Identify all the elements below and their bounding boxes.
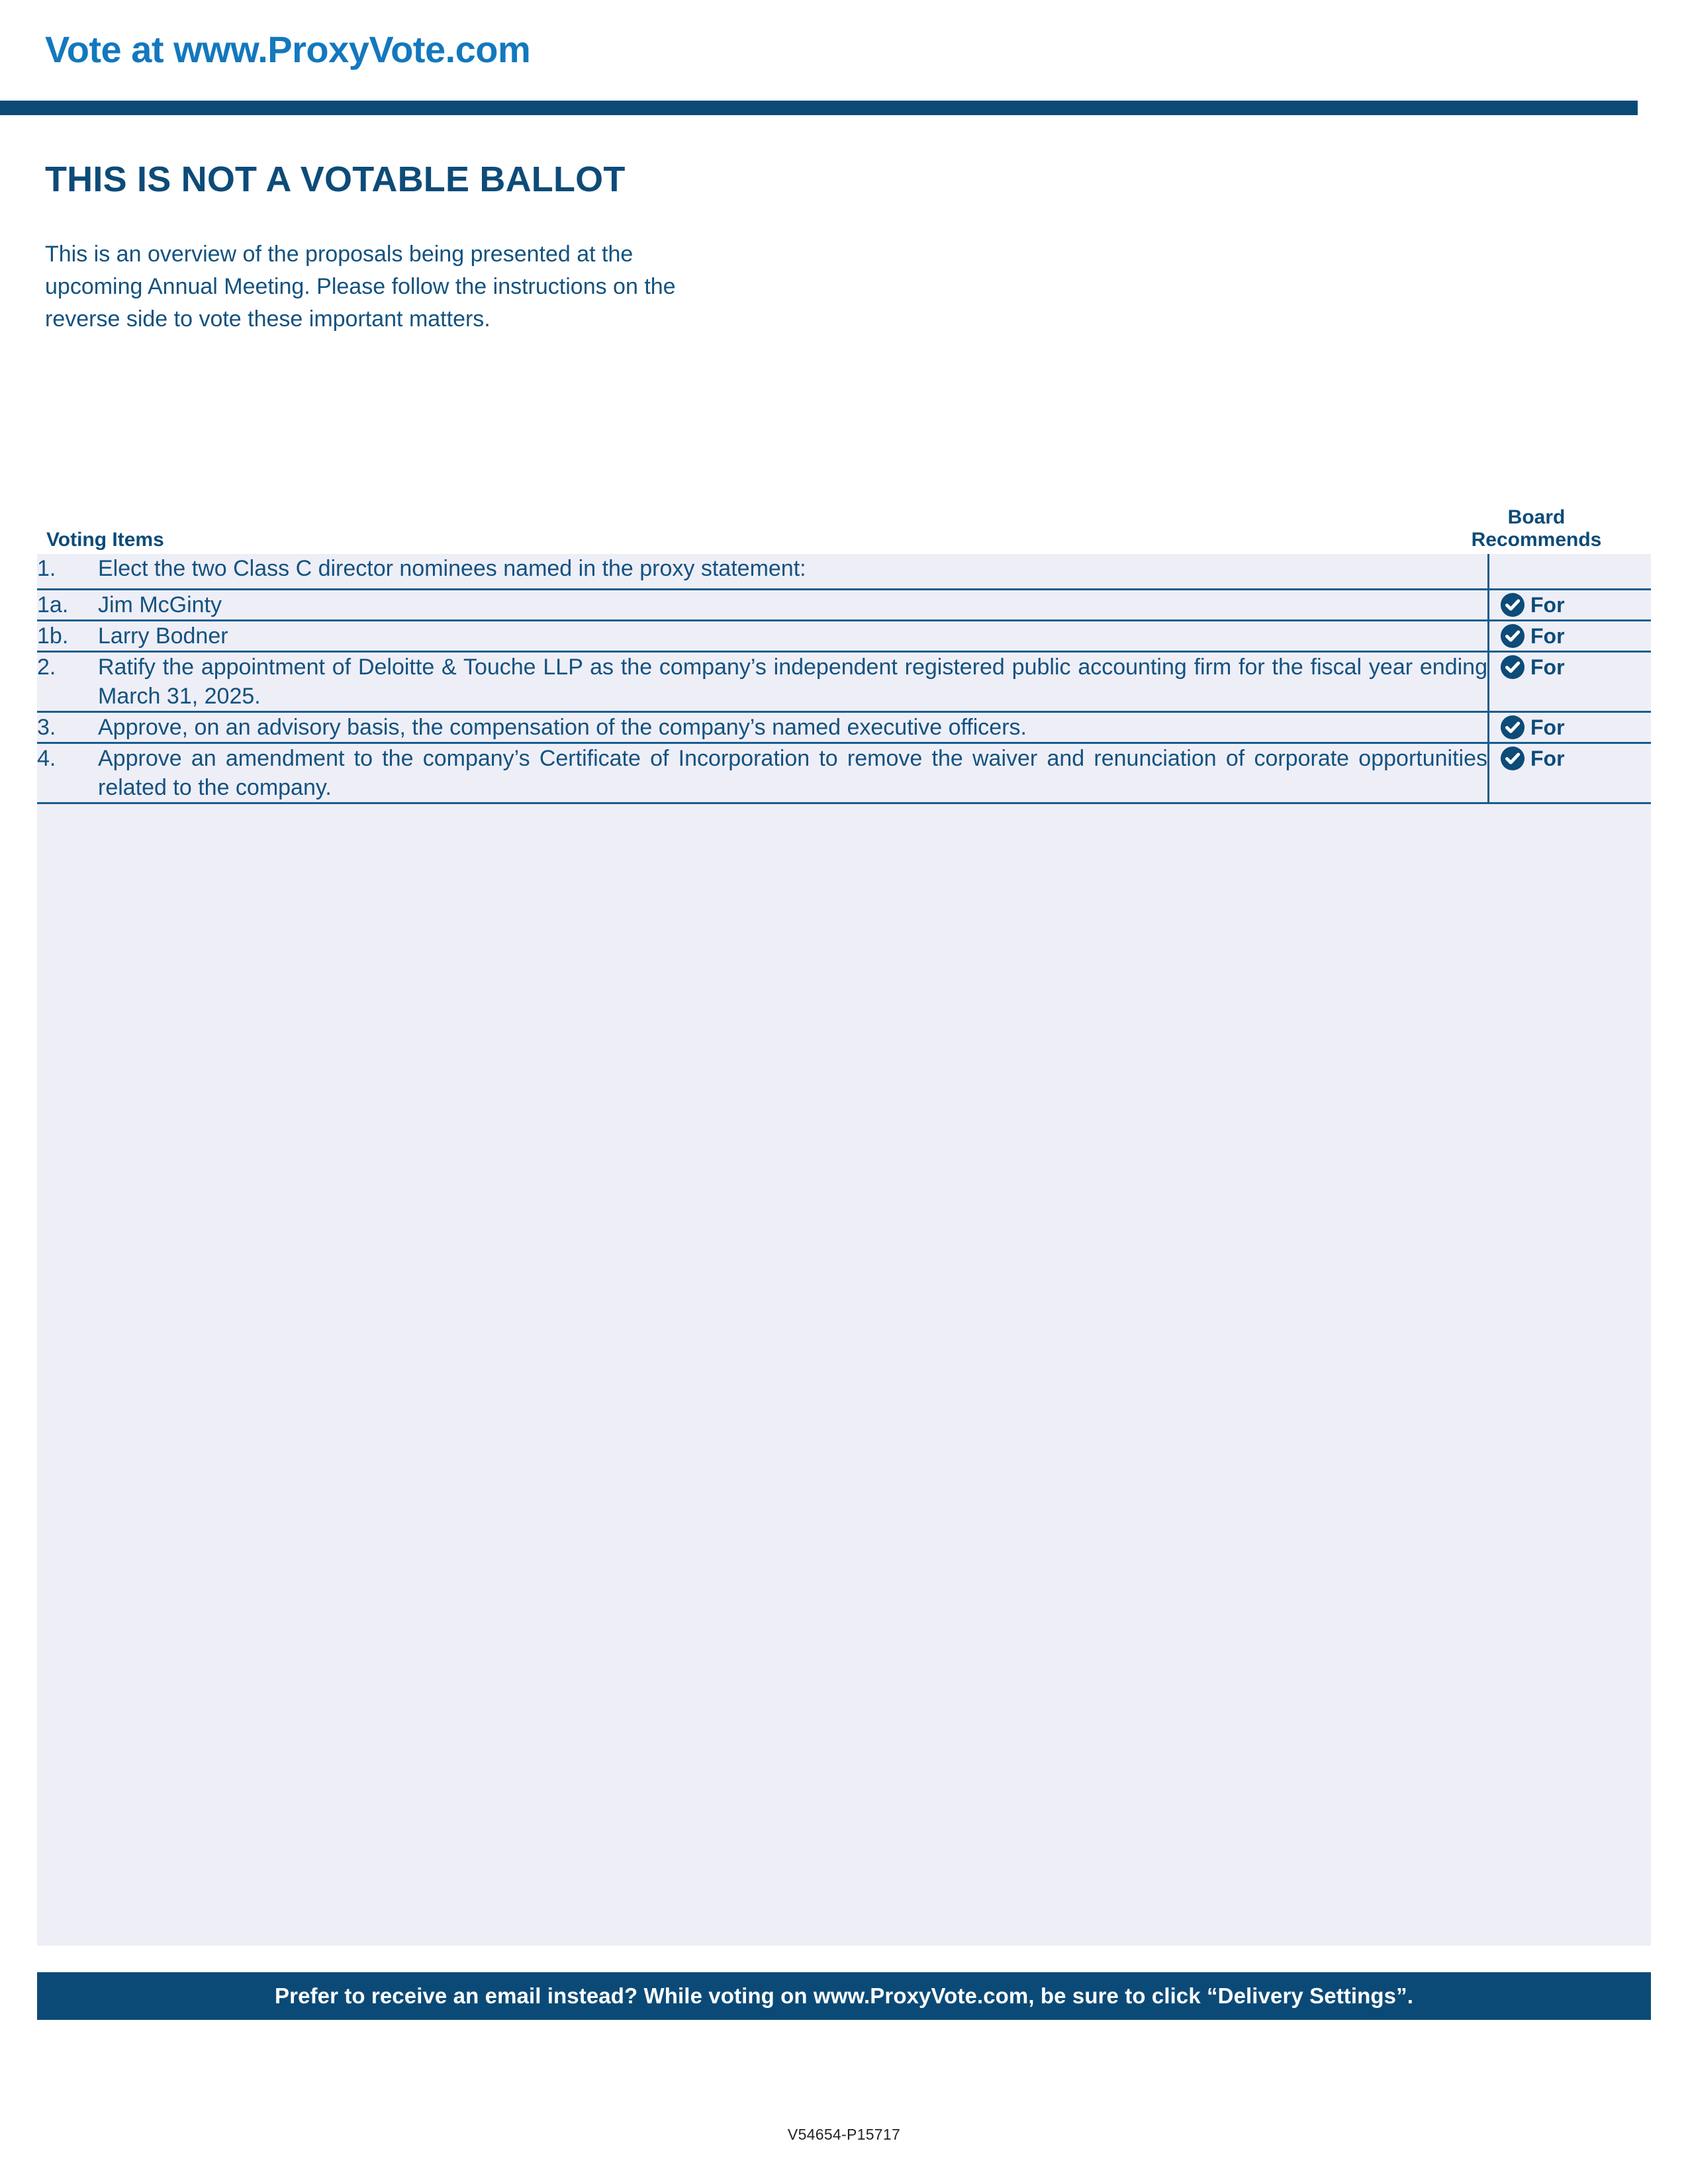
- item-number: 1b.: [37, 621, 98, 652]
- recommendation-content: [1489, 653, 1651, 682]
- recommendation-label: For: [1530, 715, 1565, 739]
- board-recommends-line-1: Board: [1507, 506, 1566, 528]
- intro-paragraph: [45, 238, 839, 336]
- board-recommendation-cell: [1489, 590, 1652, 621]
- table-row: [37, 743, 1651, 803]
- column-header-board-recommends: [1427, 506, 1646, 551]
- board-recommendation-cell: [1489, 652, 1652, 712]
- footer-message: Prefer to receive an email instead? While voting on www.ProxyVote.com, be sure to click “Delivery Settings”.: [275, 1983, 1413, 2008]
- board-recommendation-cell: [1489, 743, 1652, 803]
- item-description: Larry Bodner: [98, 621, 1489, 652]
- item-number: 2.: [37, 652, 98, 712]
- table-row: [37, 621, 1651, 652]
- column-header-voting-items: Voting Items: [46, 529, 164, 551]
- recommendation-content: [1489, 621, 1651, 651]
- masthead-divider: [0, 101, 1638, 115]
- item-description: Elect the two Class C director nominees named in the proxy statement:: [98, 554, 1489, 590]
- proxyvote-url-title: Vote at www.ProxyVote.com: [45, 28, 531, 70]
- check-circle-icon: [1500, 592, 1525, 617]
- table-row: [37, 590, 1651, 621]
- recommendation-content: [1489, 713, 1651, 742]
- board-recommends-line-2: Recommends: [1471, 529, 1602, 551]
- recommendation-label: For: [1530, 593, 1565, 617]
- board-recommendation-cell: [1489, 712, 1652, 743]
- recommendation-content: [1489, 744, 1651, 773]
- intro-line-2: upcoming Annual Meeting. Please follow the instructions on the: [45, 274, 676, 299]
- ballot-body-fill: [37, 804, 1651, 1946]
- check-circle-icon: [1500, 623, 1525, 649]
- table-row: [37, 712, 1651, 743]
- control-number: V54654-P15717: [787, 2126, 901, 2143]
- item-description: Approve, on an advisory basis, the compensation of the company’s named executive officers.: [98, 712, 1489, 743]
- item-number: 1.: [37, 554, 98, 590]
- intro-line-1: This is an overview of the proposals being presented at the: [45, 242, 633, 267]
- item-number: 4.: [37, 743, 98, 803]
- board-recommendation-cell: [1489, 621, 1652, 652]
- table-header-row: [37, 493, 1651, 554]
- board-recommendation-cell: [1489, 554, 1652, 590]
- masthead: [0, 0, 1688, 119]
- recommendation-label: For: [1530, 747, 1565, 770]
- table-row: [37, 554, 1651, 590]
- voting-items-table: [37, 554, 1651, 804]
- intro-line-3: reverse side to vote these important matters.: [45, 306, 491, 332]
- check-circle-icon: [1500, 655, 1525, 680]
- recommendation-label: For: [1530, 655, 1565, 679]
- page-title: THIS IS NOT A VOTABLE BALLOT: [45, 159, 626, 199]
- item-number: 3.: [37, 712, 98, 743]
- item-description: Approve an amendment to the company’s Certificate of Incorporation to remove the waiver and renunciation of corporate opportunities related to the company.: [98, 743, 1489, 803]
- recommendation-content: [1489, 554, 1651, 588]
- voting-items-section: [37, 493, 1651, 804]
- table-row: [37, 652, 1651, 712]
- item-number: 1a.: [37, 590, 98, 621]
- delivery-settings-footer-bar: [37, 1972, 1651, 2020]
- check-circle-icon: [1500, 715, 1525, 740]
- item-description: Ratify the appointment of Deloitte & Touche LLP as the company’s independent registered public accounting firm for the fiscal year ending March 31, 2025.: [98, 652, 1489, 712]
- recommendation-label: For: [1530, 624, 1565, 648]
- check-circle-icon: [1500, 746, 1525, 771]
- recommendation-content: [1489, 590, 1651, 619]
- item-description: Jim McGinty: [98, 590, 1489, 621]
